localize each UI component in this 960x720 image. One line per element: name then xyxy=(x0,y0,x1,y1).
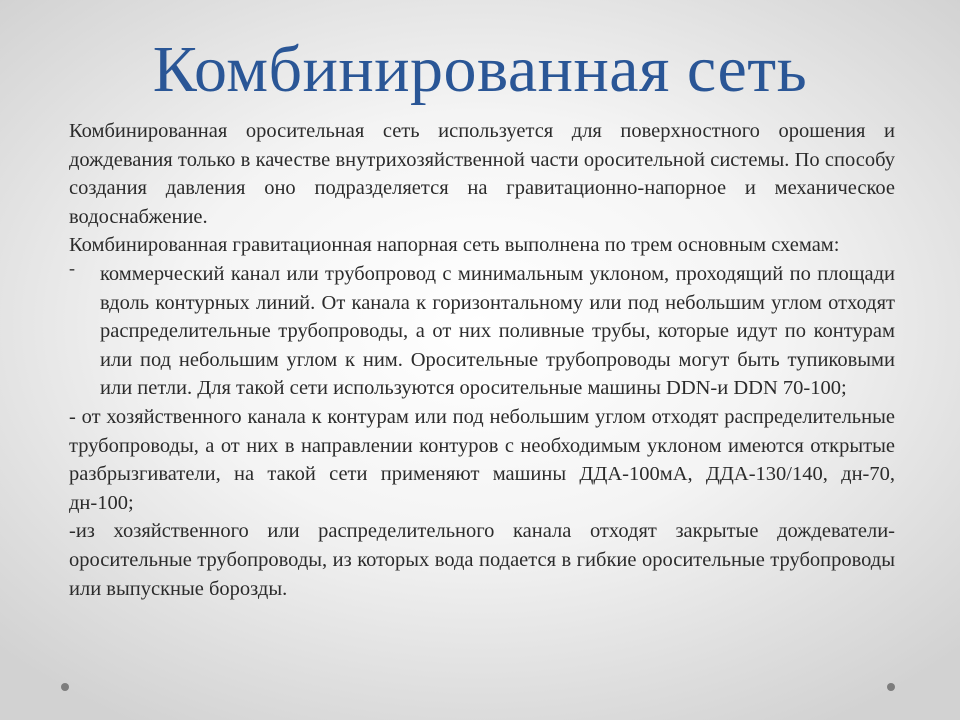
bullet-item xyxy=(69,257,895,403)
slide-body xyxy=(69,117,895,603)
scheme-two-paragraph: - от хозяйственного канала к контурам или под небольшим углом отходят распределительные трубопроводы, а от них в направлении контуров с необходимым уклоном имеются открытые разбрызгиватели, на такой сети применяют машины ДДА-100мА, ДДА-130/140, дн-70, дн-100; xyxy=(69,405,895,514)
intro-paragraph: Комбинированная оросительная сеть используется для поверхностного орошения и дождевания только в качестве внутрихозяйственной части оросительной системы. По способу создания давления оно подразделяется на гравитационно-напорное и механическое водоснабжение. xyxy=(69,120,895,228)
slide-title: Комбинированная сеть xyxy=(152,33,808,106)
decorative-dot-right-icon xyxy=(887,683,895,691)
bullet-text: коммерческий канал или трубопровод с минимальным уклоном, проходящий по площади вдоль контурных линий. От канала к горизонтальному или под небольшим углом отходят распределительные трубопроводы, а от них поливные трубы, которые идут по контурам или под небольшим углом к ним. Оросительные трубопроводы могут быть тупиковыми или петли. Для такой сети используются оросительные машины DDN-и DDN 70-100; xyxy=(100,262,895,400)
decorative-dot-left-icon xyxy=(61,683,69,691)
bullet-dash-icon: - xyxy=(69,257,75,278)
schemes-paragraph: Комбинированная гравитационная напорная сеть выполнена по трем основным схемам: xyxy=(69,234,840,257)
scheme-three-paragraph: -из хозяйственного или распределительного канала отходят закрытые дождеватели-оросительные трубопроводы, из которых вода подается в гибкие оросительные трубопроводы или выпускные борозды. xyxy=(69,520,895,600)
